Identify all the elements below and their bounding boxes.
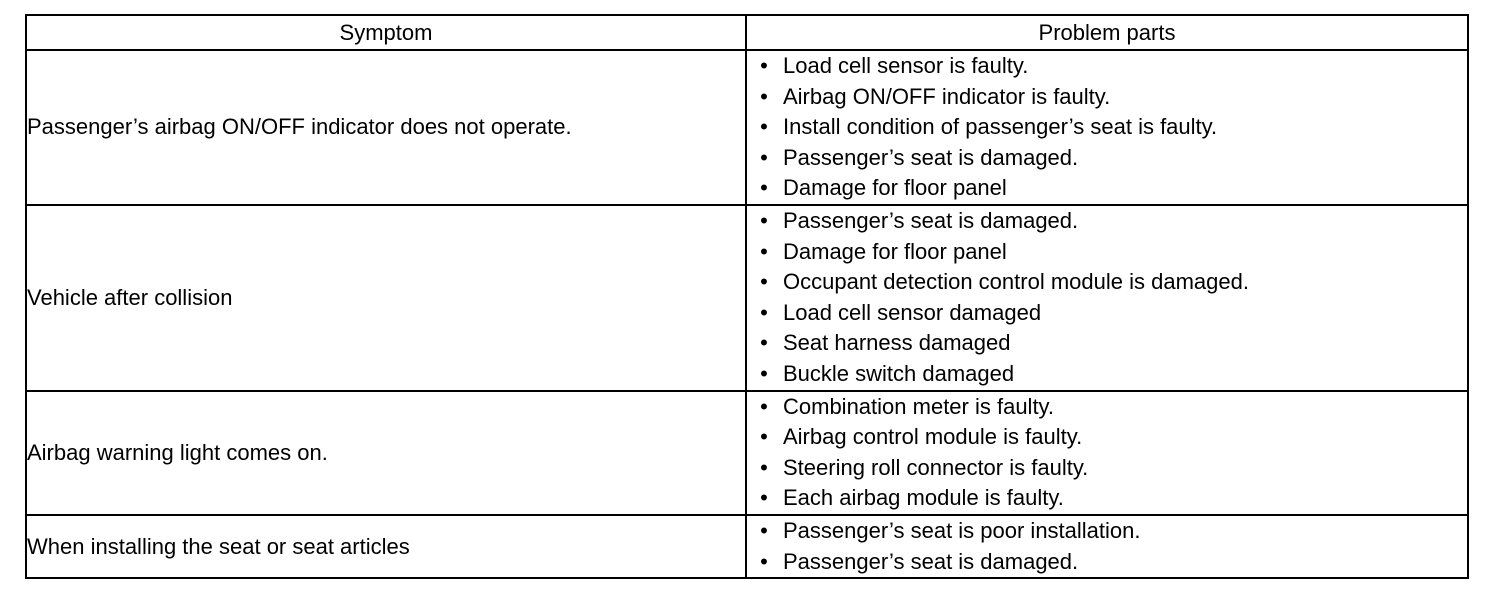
- problem-part-text: Airbag ON/OFF indicator is faulty.: [783, 83, 1111, 109]
- problem-parts-cell: [746, 515, 1468, 578]
- problem-part-text: Steering roll connector is faulty.: [783, 454, 1089, 480]
- problem-part-text: Load cell sensor is faulty.: [783, 53, 1029, 78]
- problem-parts-cell: [746, 391, 1468, 515]
- table-row: [26, 50, 1468, 205]
- bullet-icon: •: [760, 175, 768, 201]
- header-row: [26, 15, 1468, 50]
- bullet-icon: •: [760, 114, 768, 140]
- bullet-icon: •: [760, 548, 768, 574]
- problem-part-text: Airbag control module is faulty.: [783, 424, 1083, 450]
- list-item: [747, 267, 1467, 298]
- bullet-icon: •: [760, 393, 768, 419]
- problem-part-text: Combination meter is faulty.: [783, 393, 1055, 419]
- problem-parts-list: [747, 516, 1467, 577]
- problem-parts-cell: [746, 50, 1468, 205]
- symptom-cell: Passenger’s airbag ON/OFF indicator does not operate.: [26, 50, 746, 205]
- header-symptom: Symptom: [26, 15, 746, 50]
- list-item: [747, 483, 1467, 514]
- problem-part-text: Install condition of passenger’s seat is faulty.: [783, 114, 1218, 140]
- problem-part-text: Damage for floor panel: [783, 238, 1007, 264]
- list-item: [747, 298, 1467, 329]
- bullet-icon: •: [760, 83, 768, 109]
- bullet-icon: •: [760, 330, 768, 356]
- symptom-cell: Airbag warning light comes on.: [26, 391, 746, 515]
- problem-part-text: Occupant detection control module is damaged.: [783, 269, 1249, 295]
- bullet-icon: •: [760, 424, 768, 450]
- list-item: [747, 82, 1467, 113]
- problem-part-text: Passenger’s seat is poor installation.: [783, 517, 1141, 543]
- list-item: [747, 112, 1467, 143]
- problem-part-text: Passenger’s seat is damaged.: [783, 144, 1079, 170]
- problem-part-text: Each airbag module is faulty.: [783, 485, 1064, 511]
- bullet-icon: •: [760, 517, 768, 543]
- problem-part-text: Buckle switch damaged: [783, 360, 1015, 386]
- bullet-icon: •: [760, 299, 768, 325]
- list-item: [747, 359, 1467, 390]
- bullet-icon: •: [760, 454, 768, 480]
- list-item: [747, 143, 1467, 174]
- bullet-icon: •: [760, 269, 768, 295]
- list-item: [747, 516, 1467, 547]
- list-item: [747, 392, 1467, 423]
- problem-part-text: Damage for floor panel: [783, 175, 1007, 201]
- bullet-icon: •: [760, 485, 768, 511]
- problem-parts-list: [747, 206, 1467, 390]
- problem-part-text: Passenger’s seat is damaged.: [783, 207, 1079, 233]
- list-item: [747, 206, 1467, 237]
- problem-part-text: Seat harness damaged: [783, 330, 1011, 356]
- bullet-icon: •: [760, 144, 768, 170]
- bullet-icon: •: [760, 360, 768, 386]
- table-row: [26, 391, 1468, 515]
- problem-parts-list: [747, 392, 1467, 514]
- symptom-cell: When installing the seat or seat articles: [26, 515, 746, 578]
- problem-parts-cell: [746, 205, 1468, 391]
- table-row: [26, 515, 1468, 578]
- bullet-icon: •: [760, 207, 768, 233]
- bullet-icon: •: [760, 53, 768, 78]
- problem-part-text: Passenger’s seat is damaged.: [783, 548, 1079, 574]
- problem-parts-list: [747, 51, 1467, 204]
- bullet-icon: •: [760, 238, 768, 264]
- list-item: [747, 51, 1467, 82]
- symptom-cell: Vehicle after collision: [26, 205, 746, 391]
- table-row: [26, 205, 1468, 391]
- symptom-table: [25, 14, 1469, 579]
- list-item: [747, 237, 1467, 268]
- list-item: [747, 453, 1467, 484]
- header-problem-parts: Problem parts: [746, 15, 1468, 50]
- list-item: [747, 173, 1467, 204]
- problem-part-text: Load cell sensor damaged: [783, 299, 1042, 325]
- list-item: [747, 422, 1467, 453]
- list-item: [747, 328, 1467, 359]
- list-item: [747, 547, 1467, 578]
